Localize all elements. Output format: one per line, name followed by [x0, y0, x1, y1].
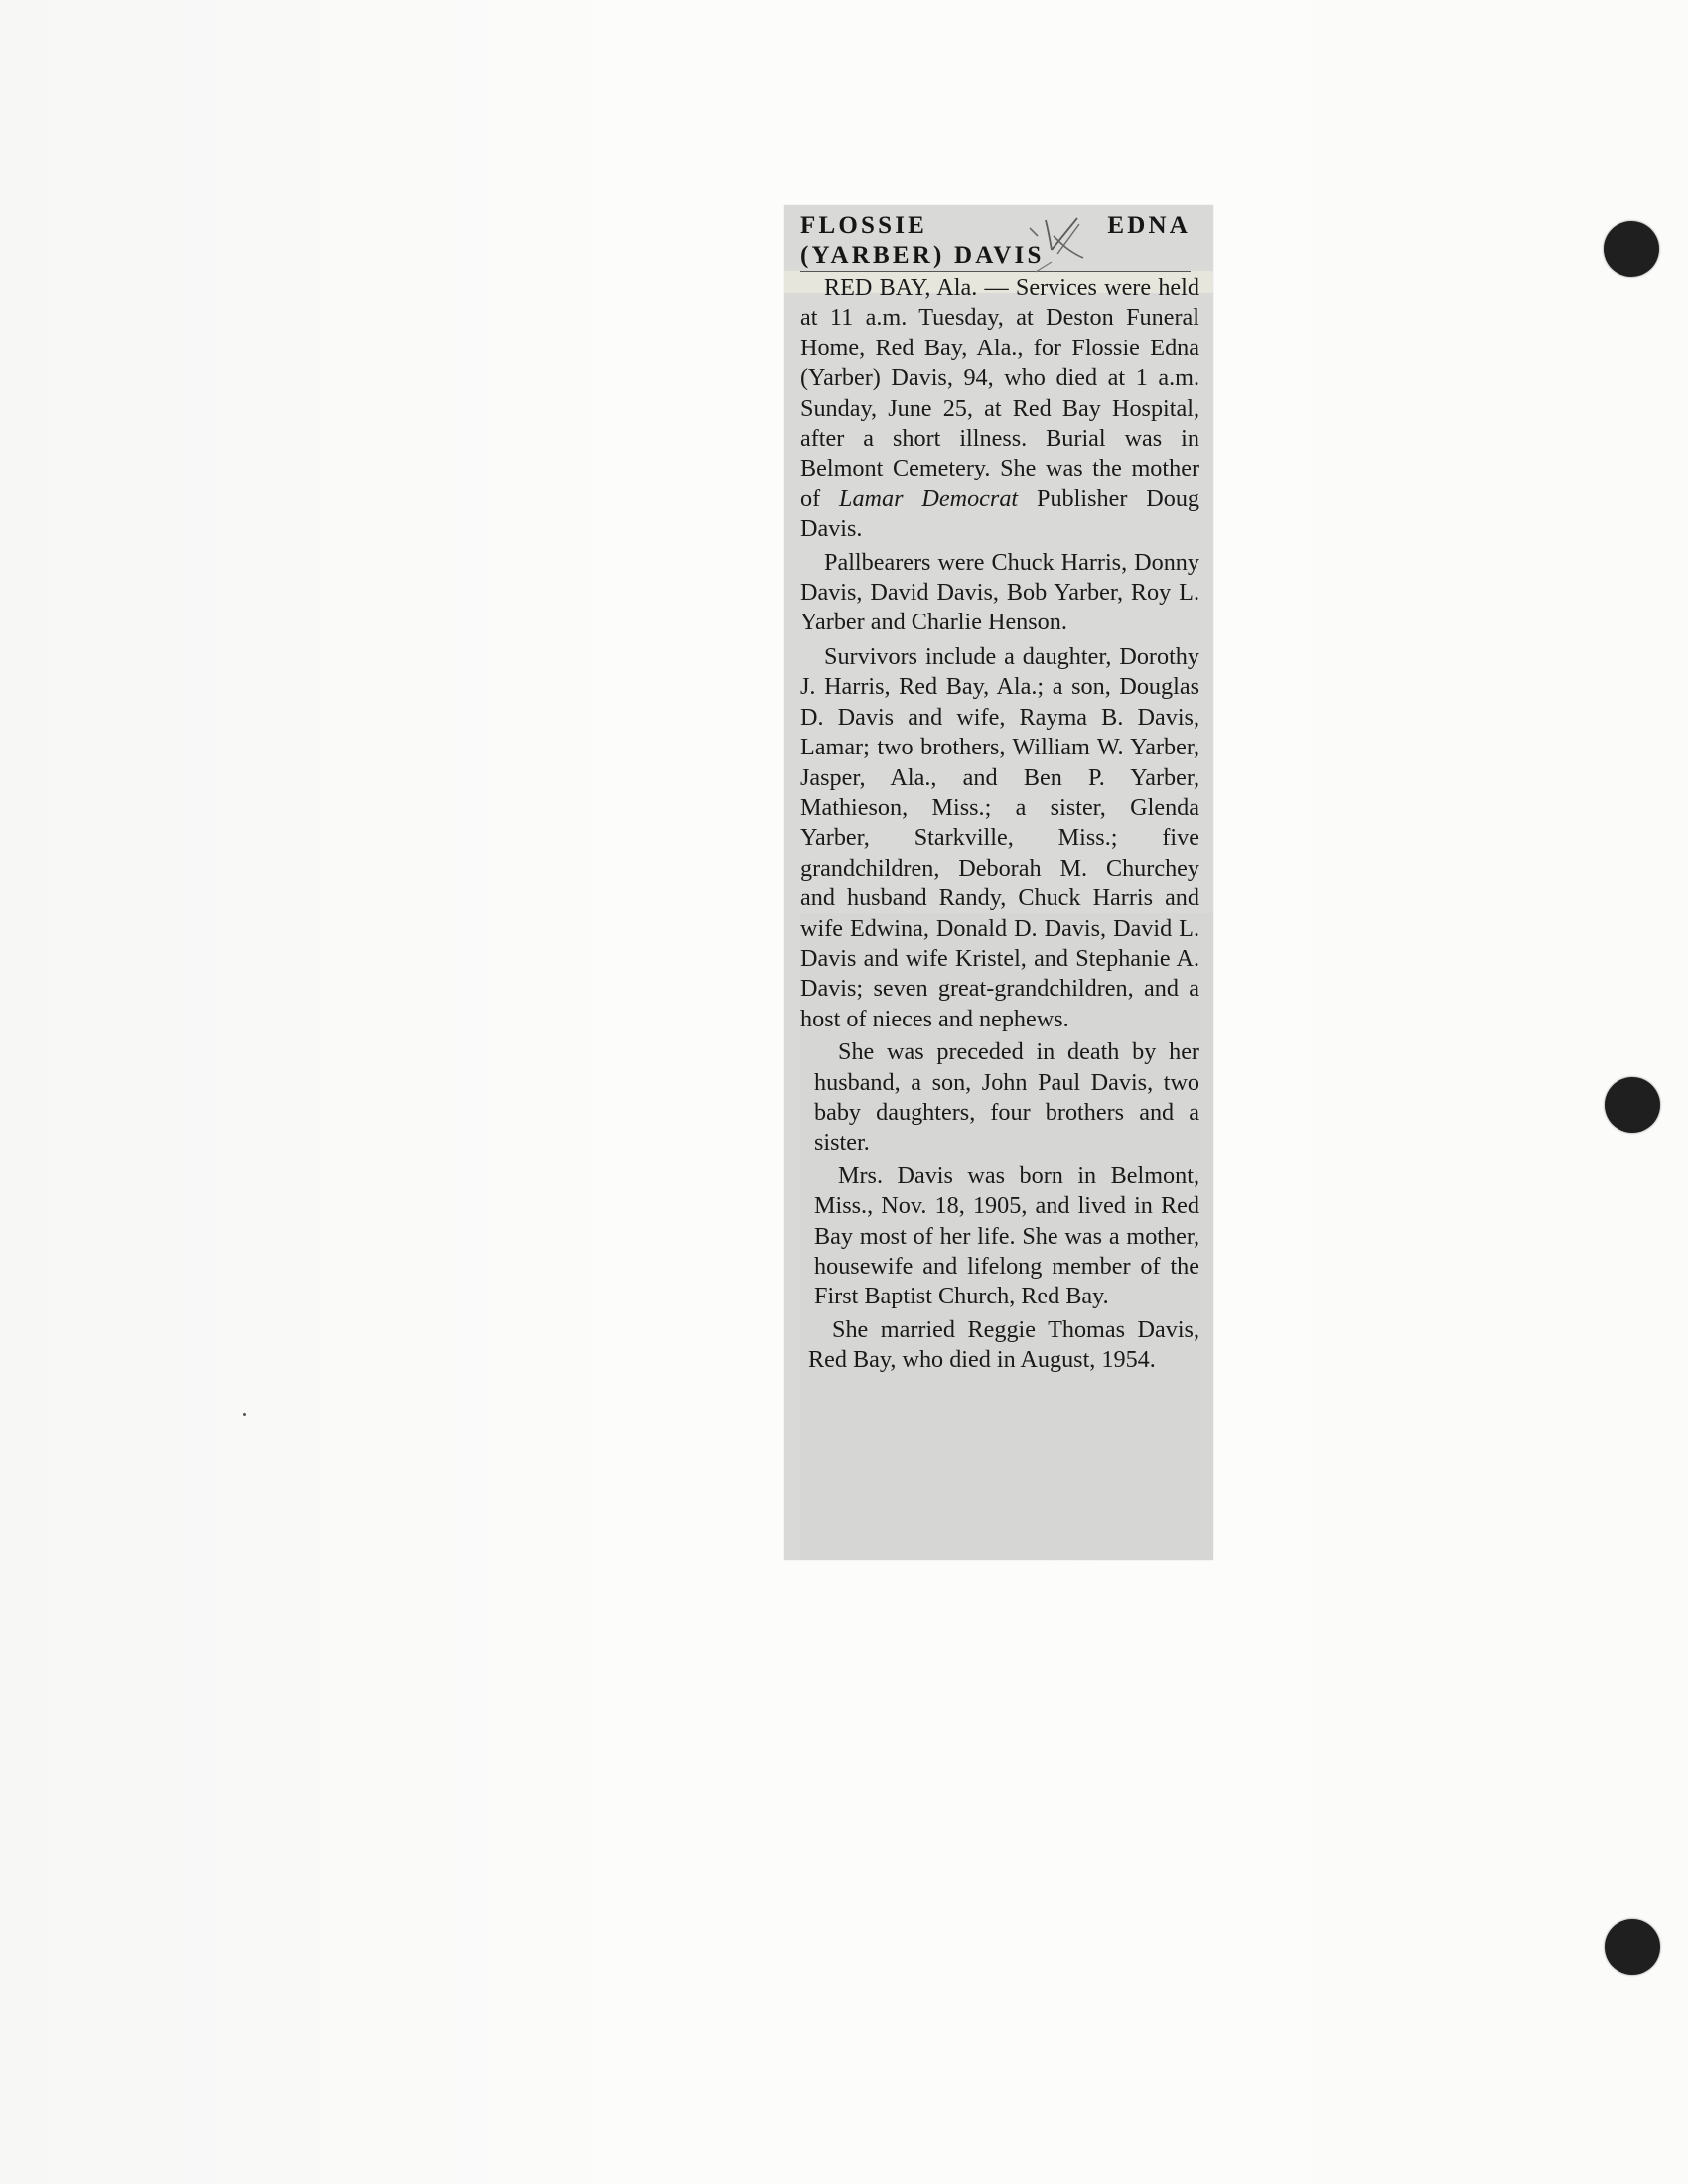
pencil-check-mark-icon — [1028, 214, 1107, 274]
headline-surname: (YARBER) DAVIS — [800, 242, 1045, 269]
binder-hole-bottom — [1605, 1919, 1660, 1975]
binder-hole-top — [1604, 221, 1659, 277]
newspaper-title: Lamar Democrat — [839, 484, 1019, 512]
headline-middle-name: EDNA — [1107, 212, 1191, 239]
obituary-body — [800, 273, 1199, 1379]
headline-line-2 — [800, 241, 1191, 271]
paragraph-born: Mrs. Davis was born in Belmont, Miss., Nov. 18, 1905, and lived in Red Bay most of her life. She was a mother, housewife and lifelong member of the First Baptist Church, Red Bay. — [814, 1161, 1199, 1310]
paper-speck — [243, 1413, 246, 1416]
obituary-headline — [800, 211, 1191, 271]
headline-line-1 — [800, 211, 1191, 241]
paragraph-services: RED BAY, Ala. — Services were held at 11 a.m. Tuesday, at Deston Funeral Home, Red Bay, Ala., for Flossie Edna (Yarber) Davis, 94, who died at 1 a.m. Sunday, June 25, at Red Bay Hospital, after a short illness. Burial was in Belmont Cemetery. She was the mother of Lamar Democrat Publisher Doug Davis. — [800, 274, 1199, 543]
paragraph-survivors: Survivors include a daughter, Dorothy J. Harris, Red Bay, Ala.; a son, Douglas D. Davis and wife, Rayma B. Davis, Lamar; two brothers, William W. Yarber, Jasper, Ala., and Ben P. Yarber, Mathieson, Miss.; a sister, Glenda Yarber, Starkville, Miss.; five grandchildren, Deborah M. Churchey and husband Randy, Chuck Harris and wife Edwina, Donald D. Davis, David L. Davis and wife Kristel, and Stephanie A. Davis; seven great-grandchildren, and a host of nieces and nephews. — [800, 642, 1199, 1032]
binder-hole-middle — [1605, 1077, 1660, 1133]
paragraph-preceded: She was preceded in death by her husband, a son, John Paul Davis, two baby daughters, four brothers and a sister. — [814, 1038, 1199, 1157]
headline-rule — [800, 271, 1191, 272]
headline-first-name: FLOSSIE — [800, 212, 928, 239]
paragraph-married: She married Reggie Thomas Davis, Red Bay, who died in August, 1954. — [808, 1315, 1199, 1374]
paragraph-pallbearers: Pallbearers were Chuck Harris, Donny Davis, David Davis, Bob Yarber, Roy L. Yarber and Charlie Henson. — [800, 548, 1199, 636]
